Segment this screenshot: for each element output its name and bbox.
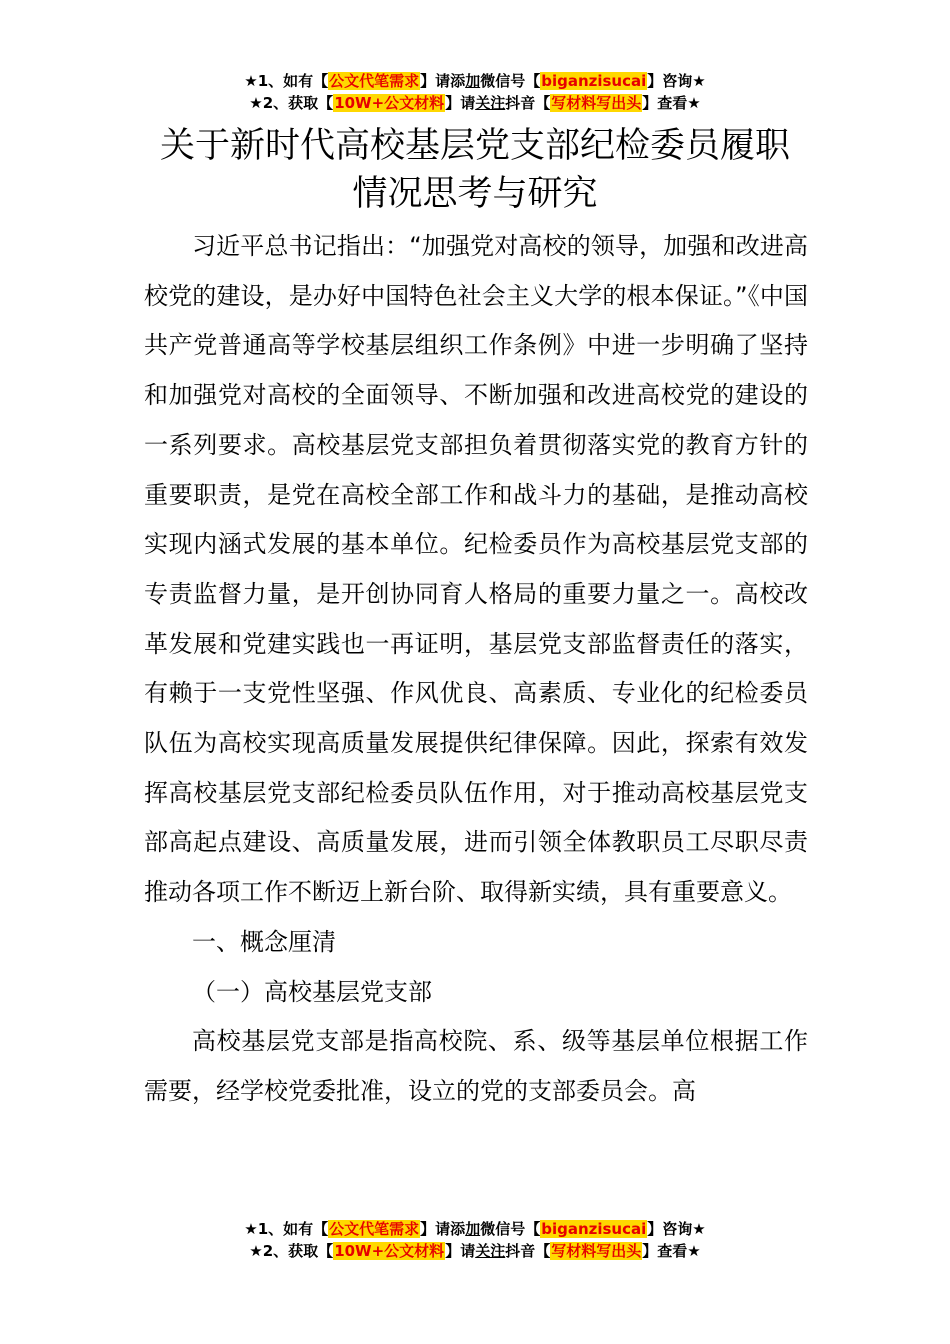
- banner-text: 】查看★: [642, 94, 701, 112]
- banner-text: ★2、获取【: [249, 1242, 334, 1260]
- subsection-heading: （一）高校基层党支部: [192, 977, 432, 1006]
- banner-line-1: [0, 1218, 950, 1240]
- body-paragraph: 高校基层党支部是指高校院、系、级等基层单位根据工作需要，经学校党委批准，设立的党的支部委员会。高: [144, 1027, 808, 1105]
- banner-text: ★1、如有【: [244, 72, 329, 90]
- banner-line-2: [0, 1240, 950, 1262]
- banner-underline: 关注: [475, 1242, 506, 1260]
- banner-text: 抖音【: [505, 94, 551, 112]
- section-heading: 一、概念厘清: [192, 927, 336, 956]
- banner-underline: 关注: [475, 94, 506, 112]
- footer-banner: [0, 1218, 950, 1262]
- document-body: [144, 222, 808, 1117]
- banner-underline: 加: [465, 1220, 481, 1238]
- banner-text: 】咨询★: [647, 72, 706, 90]
- banner-text: 】请: [445, 94, 476, 112]
- banner-text: 】请: [445, 1242, 476, 1260]
- banner-highlight: 写材料写出头: [551, 1242, 642, 1260]
- banner-highlight: 公文代笔需求: [329, 1220, 420, 1238]
- banner-text: 微信号【: [480, 1220, 541, 1238]
- banner-text: 】查看★: [642, 1242, 701, 1260]
- header-banner: [0, 70, 950, 114]
- document-title: [0, 122, 950, 218]
- banner-text: ★1、如有【: [244, 1220, 329, 1238]
- banner-highlight: biganzisucai: [541, 1220, 647, 1238]
- banner-line-1: [0, 70, 950, 92]
- banner-line-2: [0, 92, 950, 114]
- banner-highlight: biganzisucai: [541, 72, 647, 90]
- banner-text: 】咨询★: [647, 1220, 706, 1238]
- banner-highlight: 写材料写出头: [551, 94, 642, 112]
- intro-paragraph: 习近平总书记指出：“加强党对高校的领导，加强和改进高校党的建设，是办好中国特色社会主义大学的根本保证。”《中国共产党普通高等学校基层组织工作条例》中进一步明确了坚持和加强党对高校的全面领导、不断加强和改进高校党的建设的一系列要求。高校基层党支部担负着贯彻落实党的教育方针的重要职责，是党在高校全部工作和战斗力的基础，是推动高校实现内涵式发展的基本单位。纪检委员作为高校基层党支部的专责监督力量，是开创协同育人格局的重要力量之一。高校改革发展和党建实践也一再证明，基层党支部监督责任的落实，有赖于一支党性坚强、作风优良、高素质、专业化的纪检委员队伍为高校实现高质量发展提供纪律保障。因此，探索有效发挥高校基层党支部纪检委员队伍作用，对于推动高校基层党支部高起点建设、高质量发展，进而引领全体教职员工尽职尽责推动各项工作不断迈上新台阶、取得新实绩，具有重要意义。: [144, 232, 808, 907]
- banner-text: 微信号【: [480, 72, 541, 90]
- banner-text: 】请添: [420, 1220, 466, 1238]
- title-text: 关于新时代高校基层党支部纪检委员履职情况思考与研究: [159, 126, 790, 214]
- banner-text: 抖音【: [505, 1242, 551, 1260]
- banner-text: 】请添: [420, 72, 466, 90]
- banner-highlight: 10W+公文材料: [334, 1242, 445, 1260]
- banner-text: ★2、获取【: [249, 94, 334, 112]
- banner-underline: 加: [465, 72, 481, 90]
- banner-highlight: 10W+公文材料: [334, 94, 445, 112]
- banner-highlight: 公文代笔需求: [329, 72, 420, 90]
